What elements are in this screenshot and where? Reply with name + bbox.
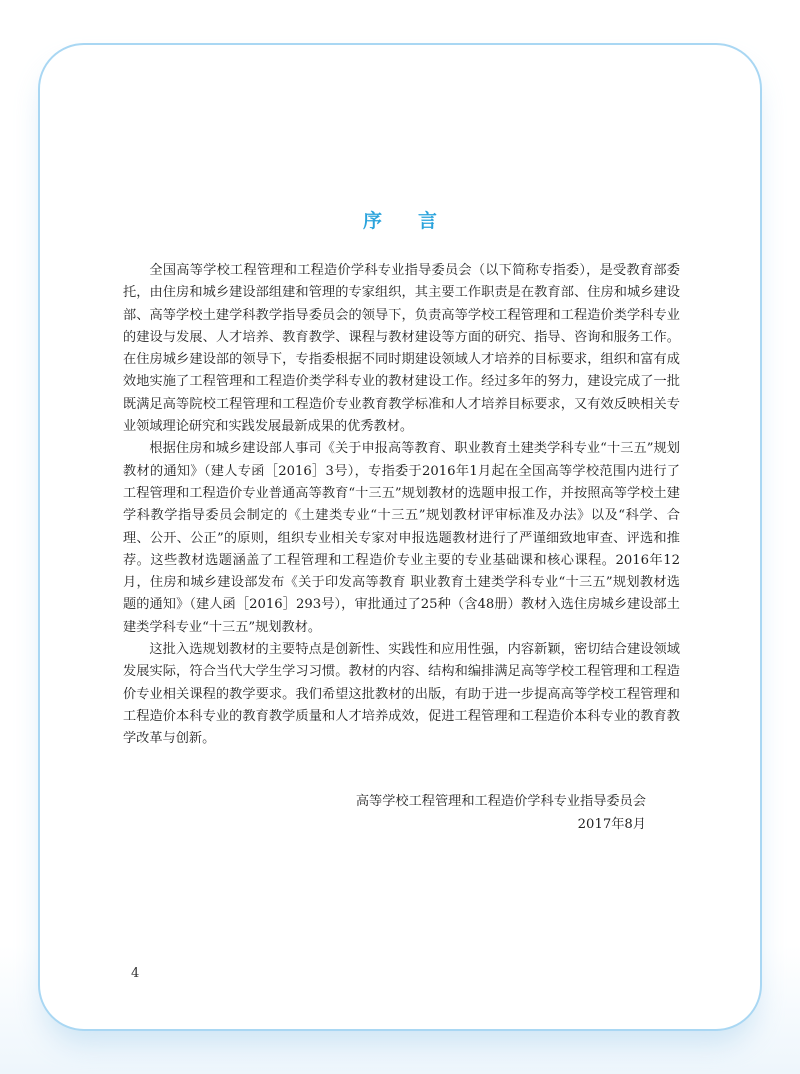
page-title: 序言 <box>362 210 473 232</box>
preface-body <box>123 260 680 751</box>
paragraph-2: 根据住房和城乡建设部人事司《关于申报高等教育、职业教育土建类学科专业“十三五”规划教材的通知》（建人专函［2016］3号），专指委于2016年1月起在全国高等学校范围内进行了工程管理和工程造价专业普通高等教育“十三五”规划教材的选题申报工作，并按照高等学校土建学科教学指导委员会制定的《土建类专业“十三五”规划教材评审标准及办法》以及“科学、合理、公开、公正”的原则，组织专业相关专家对申报选题教材进行了严谨细致地审查、评选和推荐。这些教材选题涵盖了工程管理和工程造价专业主要的专业基础课和核心课程。2016年12月，住房和城乡建设部发布《关于印发高等教育 职业教育土建类学科专业“十三五”规划教材选题的通知》（建人函［2016］293号），审批通过了25种（含48册）教材入选住房城乡建设部土建类学科专业“十三五”规划教材。 <box>123 441 680 635</box>
paragraph-3: 这批入选规划教材的主要特点是创新性、实践性和应用性强，内容新颖，密切结合建设领域发展实际，符合当代大学生学习习惯。教材的内容、结构和编排满足高等学校工程管理和工程造价专业相关课程的教学要求。我们希望这批教材的出版，有助于进一步提高高等学校工程管理和工程造价本科专业的教育教学质量和人才培养成效，促进工程管理和工程造价本科专业的教育教学改革与创新。 <box>123 642 680 747</box>
paragraph-1: 全国高等学校工程管理和工程造价学科专业指导委员会（以下简称专指委），是受教育部委托，由住房和城乡建设部组建和管理的专家组织，其主要工作职责是在教育部、住房和城乡建设部、高等学校土建学科教学指导委员会的领导下，负责高等学校工程管理和工程造价类学科专业的建设与发展、人才培养、教育教学、课程与教材建设等方面的研究、指导、咨询和服务工作。在住房城乡建设部的领导下，专指委根据不同时期建设领域人才培养的目标要求，组织和富有成效地实施了工程管理和工程造价类学科专业的教材建设工作。经过多年的努力，建设完成了一批既满足高等院校工程管理和工程造价专业教育教学标准和人才培养目标要求，又有效反映相关专业领域理论研究和实践发展最新成果的优秀教材。 <box>123 263 680 435</box>
page-number: 4 <box>131 966 140 981</box>
signature-organization: 高等学校工程管理和工程造价学科专业指导委员会 <box>355 794 646 809</box>
signature-block <box>356 790 646 836</box>
signature-date: 2017年8月 <box>577 817 646 832</box>
